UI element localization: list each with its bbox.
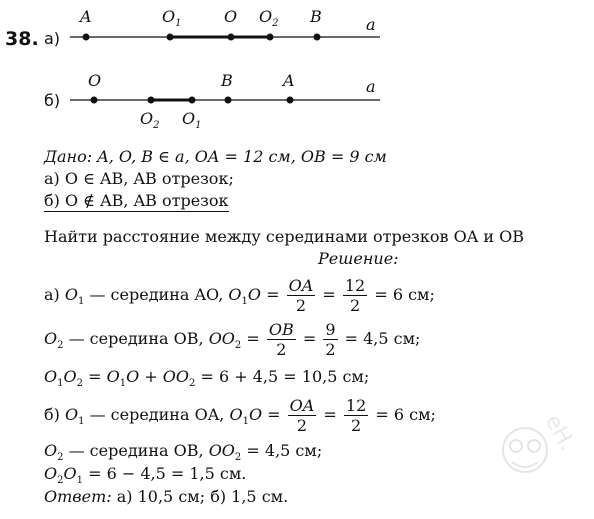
label-a: A: [80, 7, 92, 26]
given-line-2: а) O ∈ AB, AB отрезок;: [44, 169, 234, 188]
solution-a1: а) $O_1$ — середина AO, $O_1O$ = $\frac{OA}{2}$ = $\frac{12}{2}$ = 6 см;: [44, 276, 435, 315]
part-b-label: б): [44, 91, 61, 110]
label-o1-b: $O_1$: [182, 109, 202, 132]
solution-a2: $O_2$ — середина OB, $OO_2$ = $\frac{OB}{2}$ = $\frac{9}{2}$ = 4,5 см;: [44, 320, 421, 359]
label-o: O: [224, 7, 238, 26]
label-a-b: A: [283, 71, 295, 90]
svg-text:eH.: eH.: [539, 410, 580, 455]
label-o2: $O_2$: [259, 7, 279, 30]
part-a-label: а): [44, 29, 61, 48]
solution-b1: б) $O_1$ — середина OA, $O_1O$ = $\frac{OA}{2}$ = $\frac{12}{2}$ = 6 см;: [44, 396, 436, 435]
label-b-b: B: [221, 71, 233, 90]
given-line-3: б) O ∉ AB, AB отрезок: [44, 191, 229, 210]
line-label-a: a: [366, 15, 376, 34]
solution-a3: $O_1O_2 = O_1O + OO_2 = 6 + 4,5 = 10,5$ см;: [44, 367, 370, 390]
label-o2-b: $O_2$: [140, 109, 160, 132]
label-o-b: O: [88, 71, 102, 90]
solution-b2: $O_2$ — середина OB, $OO_2 = 4,5$ см;: [44, 441, 323, 464]
given-line-1: Дано: A, O, B ∈ a, OA = 12 см, OB = 9 см: [44, 147, 387, 166]
line-label-b: a: [366, 77, 376, 96]
answer-line: Ответ: а) 10,5 см; б) 1,5 см.: [44, 487, 289, 506]
label-o1: $O_1$: [162, 7, 182, 30]
problem-number: 38.: [5, 28, 39, 50]
solution-b3: $O_2O_1 = 6 - 4,5 = 1,5$ см.: [44, 464, 247, 487]
solution-title: Решение:: [318, 249, 399, 268]
find-text: Найти расстояние между серединами отрезков OA и OB: [44, 227, 524, 246]
label-b: B: [310, 7, 322, 26]
